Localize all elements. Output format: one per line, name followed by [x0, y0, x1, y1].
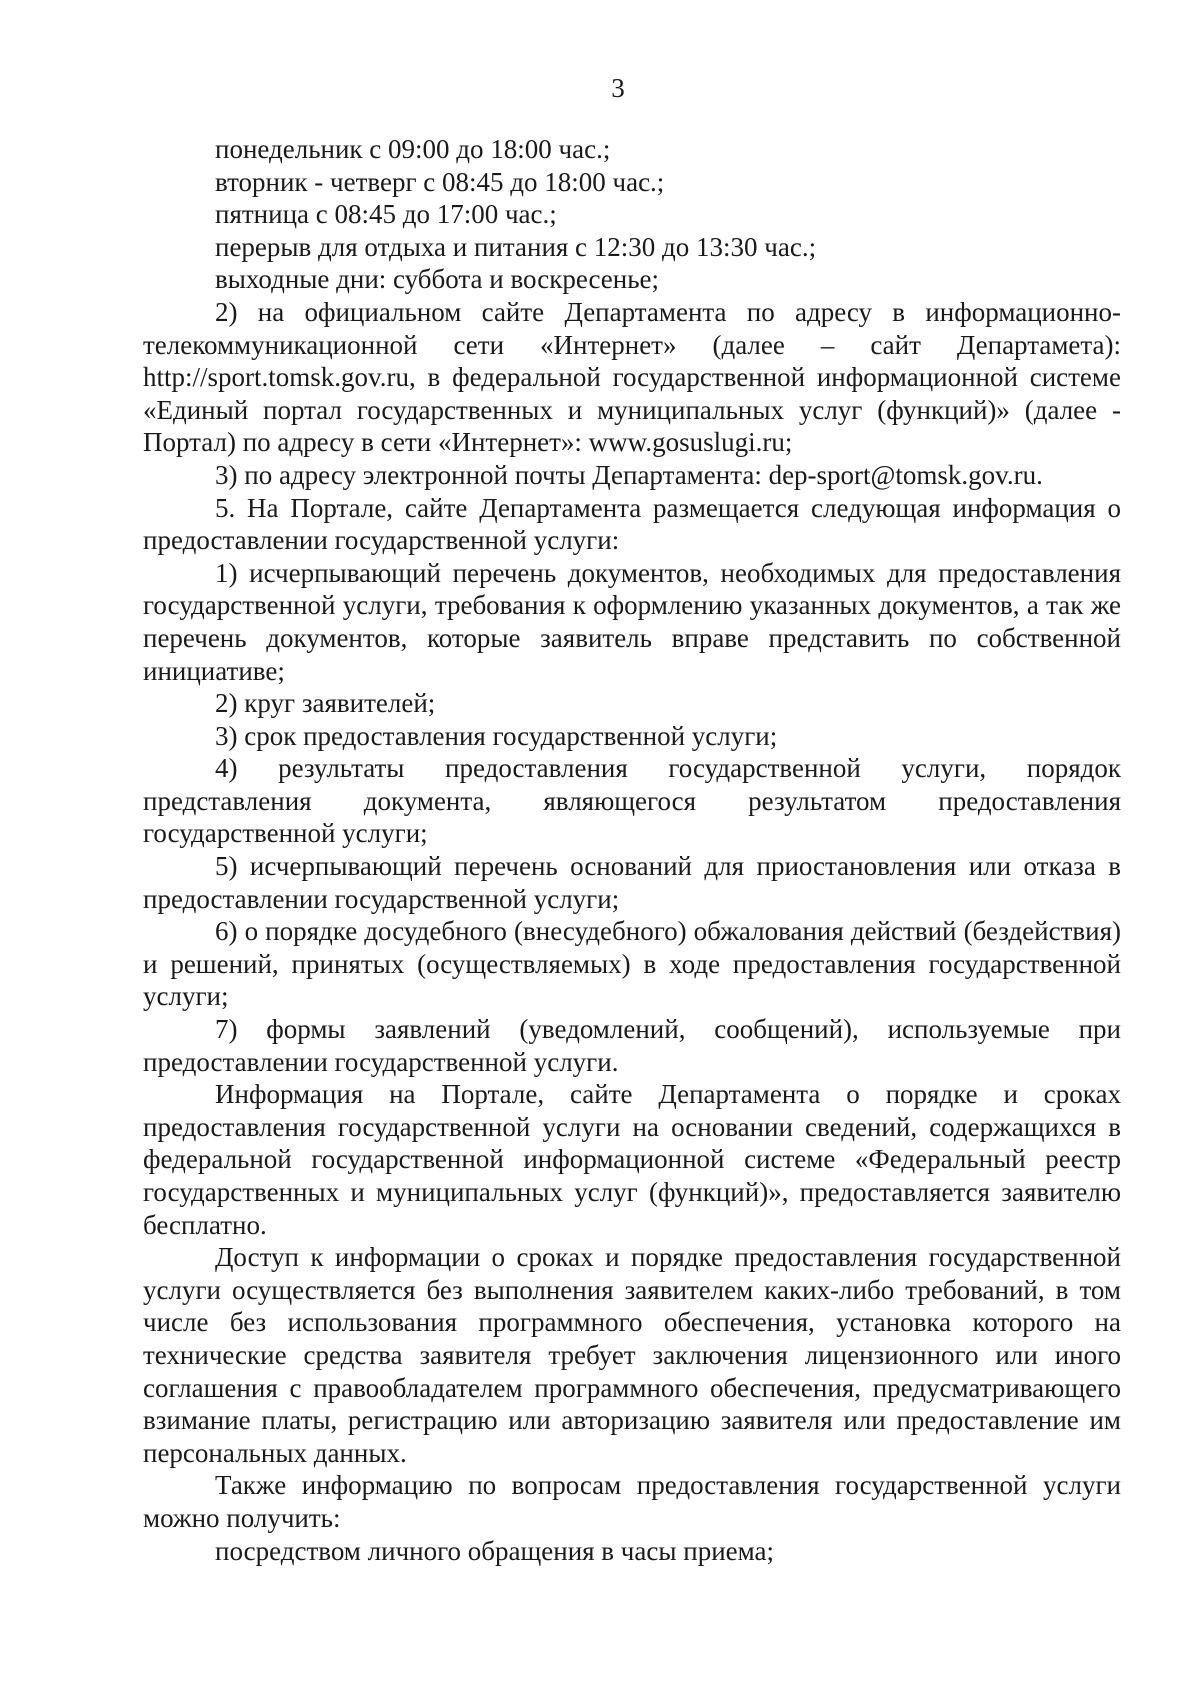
paragraph-info-free: Информация на Портале, сайте Департамента о порядке и сроках предоставления государственной услуги на основании сведений, содержащихся в федеральной государственной информационной системе «Федеральный реестр государственных и муниципальных услуг (функций)», предоставляется заявителю бесплатно.	[143, 1079, 1121, 1240]
list-item-5-grounds: 5) исчерпывающий перечень оснований для приостановления или отказа в предоставлении государственной услуги;	[143, 851, 1121, 914]
paragraph-schedule-tuesday-thursday: вторник - четверг с 08:45 до 18:00 час.;	[215, 166, 665, 197]
list-item-7-forms: 7) формы заявлений (уведомлений, сообщений), используемые при предоставлении государственной услуги.	[143, 1014, 1121, 1077]
paragraph-section-5-intro: 5. На Портале, сайте Департамента размещается следующая информация о предоставлении государственной услуги:	[143, 492, 1121, 556]
paragraph-schedule-friday: пятница с 08:45 до 17:00 час.;	[215, 199, 557, 230]
paragraph-schedule-break: перерыв для отдыха и питания с 12:30 до 13:30 час.;	[215, 231, 817, 262]
list-item-1-documents: 1) исчерпывающий перечень документов, необходимых для предоставления государственной услуги, требования к оформлению указанных документов, а так же перечень документов, которые заявитель вправе представить по собственной инициативе;	[143, 557, 1121, 686]
paragraph-website-portal: 2) на официальном сайте Департамента по адресу в информационно-телекоммуникационной сети «Интернет» (далее – сайт Департамета): http://sport.tomsk.gov.ru, в федеральной государственной информационной системе «Единый портал государственных и муниципальных услуг (функций)» (далее - Портал) по адресу в сети «Интернет»: www.gosuslugi.ru;	[143, 296, 1121, 458]
paragraph-email: 3) по адресу электронной почты Департамента: dep-sport@tomsk.gov.ru.	[215, 459, 1043, 490]
paragraph-personal-visit: посредством личного обращения в часы приема;	[215, 1535, 775, 1566]
page-number: 3	[611, 73, 625, 103]
list-item-4-results: 4) результаты предоставления государственной услуги, порядок представления документа, являющегося результатом предоставления государственной услуги;	[143, 753, 1121, 849]
list-item-6-appeal: 6) о порядке досудебного (внесудебного) обжалования действий (бездействия) и решений, принятых (осуществляемых) в ходе предоставления государственной услуги;	[143, 916, 1121, 1012]
list-item-2-applicants: 2) круг заявителей;	[215, 688, 436, 719]
document-body	[143, 133, 1121, 1567]
paragraph-access: Доступ к информации о сроках и порядке предоставления государственной услуги осуществляется без выполнения заявителем каких-либо требований, в том числе без использования программного обеспечения, установка которого на технические средства заявителя требует заключения лицензионного или иного соглашения с правообладателем программного обеспечения, предусматривающего взимание платы, регистрацию или авторизацию заявителя или предоставление им персональных данных.	[143, 1242, 1121, 1468]
list-item-3-term: 3) срок предоставления государственной услуги;	[215, 720, 778, 751]
paragraph-schedule-weekend: выходные дни: суббота и воскресенье;	[215, 264, 660, 295]
paragraph-schedule-monday: понедельник с 09:00 до 18:00 час.;	[215, 134, 611, 164]
paragraph-also-info: Также информацию по вопросам предоставления государственной услуги можно получить:	[143, 1470, 1121, 1533]
